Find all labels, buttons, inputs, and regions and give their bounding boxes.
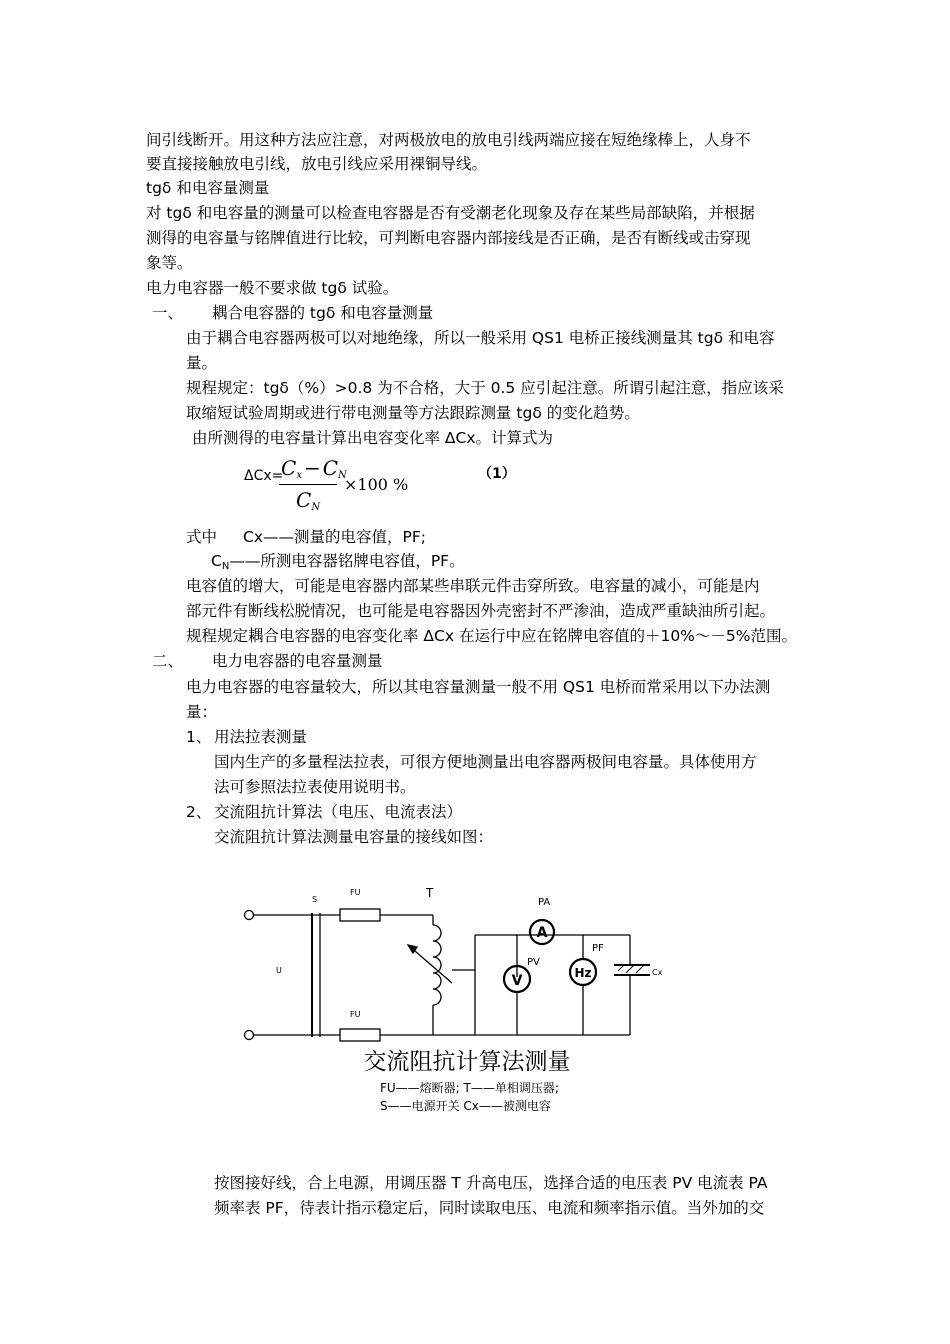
figure-caption: 交流阻抗计算法测量 [363,1049,571,1075]
text-line: 法可参照法拉表使用说明书。 [214,778,416,796]
text-line: 按图接好线，合上电源，用调压器 T 升高电压，选择合适的电压表 PV 电流表 PA [214,1174,768,1192]
text-line: 电力电容器的电容量较大，所以其电容量测量一般不用 QS1 电桥而常采用以下办法测 [186,678,771,696]
text-line: 取缩短试验周期或进行带电测量等方法跟踪测量 tgδ 的变化趋势。 [186,404,640,422]
fraction-bar [279,484,337,485]
text-line: 规程规定：tgδ（%）>0.8 为不合格，大于 0.5 应引起注意。所谓引起注意，指应该采 [186,379,784,397]
method-number: 2、 [186,803,212,821]
where-cx: Cx——测量的电容值，PF; [243,528,426,546]
text-line: 间引线断开。用这种方法应注意，对两极放电的放电引线两端应接在短绝缘棒上，人身不 [146,131,751,149]
method-title: 交流阻抗计算法（电压、电流表法） [214,803,463,821]
label-s: S [312,895,318,904]
text-line: 量： [186,703,218,721]
text-line: 电容值的增大，可能是电容器内部某些串联元件击穿所致。电容量的减小，可能是内 [186,577,760,595]
label-t: T [426,886,434,900]
label-u: U [276,966,282,975]
meter-hz-symbol: Hz [574,966,592,980]
fuse-top [340,909,380,921]
text-line: 部元件有断线松脱情况，也可能是电容器因外壳密封不严渗油，造成严重缺油所引起。 [186,602,776,620]
where-label: 式中 [186,528,218,546]
text-line: 对 tgδ 和电容量的测量可以检查电容器是否有受潮老化现象及存在某些局部缺陷，并根据 [146,204,755,222]
text-line: 规程规定耦合电容器的电容变化率 ΔCx 在运行中应在铭牌电容值的＋10%～－5%范围。 [186,627,797,645]
section-title: 电力电容器的电容量测量 [212,652,383,670]
label-fu-top: FU [350,888,361,897]
text-line: 要直接接触放电引线，放电引线应采用裸铜导线。 [146,155,488,173]
section-number: 一、 [152,304,184,322]
figure-legend-line-1: FU——熔断器; T——单相调压器; [380,1081,559,1095]
text-line: 频率表 PF，待表计指示稳定后，同时读取电压、电流和频率指示值。当外加的交 [214,1199,765,1217]
method-number: 1、 [186,728,212,746]
text-line: 量。 [186,354,218,372]
formula-times: ×100 % [344,475,409,494]
text-line: 交流阻抗计算法测量电容量的接线如图： [214,828,494,846]
section-number: 二、 [152,652,184,670]
method-title: 用法拉表测量 [214,728,308,746]
text-line: 由所测得的电容量计算出电容变化率 ΔCx。计算式为 [192,429,554,447]
where-cn: $C_N——$所测电容器铭牌电容值，PF。 [211,552,465,572]
formula-denominator: $C_N$ [296,488,321,513]
section-title: 耦合电容器的 tgδ 和电容量测量 [212,304,434,322]
label-pf: PF [592,943,604,954]
terminal-bottom [245,1031,254,1040]
section-heading: tgδ 和电容量测量 [146,179,270,197]
label-pa: PA [538,897,551,908]
formula-numerator: $C_x - C_N$ [281,456,347,481]
figure-legend-line-2: S——电源开关 Cx——被测电容 [380,1099,551,1113]
meter-v-symbol: V [511,973,523,989]
circuit-diagram [230,875,690,1120]
fuse-bottom [340,1029,380,1041]
label-pv: PV [527,957,540,968]
label-fu-bottom: FU [350,1010,361,1019]
terminal-top [245,911,254,920]
text-line: 象等。 [146,254,193,272]
meter-a-symbol: A [536,925,548,941]
transformer-coil [433,925,441,1005]
text-line: 电力电容器一般不要求做 tgδ 试验。 [146,279,399,297]
equation-number: （1） [478,466,516,482]
formula-lhs: ΔCx= [244,468,284,484]
text-line: 由于耦合电容器两极可以对地绝缘，所以一般采用 QS1 电桥正接线测量其 tgδ 和电容 [186,329,775,347]
label-cx: Cx [652,968,663,977]
text-line: 测得的电容量与铭牌值进行比较，可判断电容器内部接线是否正确，是否有断线或击穿现 [146,229,751,247]
text-line: 国内生产的多量程法拉表，可很方便地测量出电容器两极间电容量。具体使用方 [214,753,757,771]
